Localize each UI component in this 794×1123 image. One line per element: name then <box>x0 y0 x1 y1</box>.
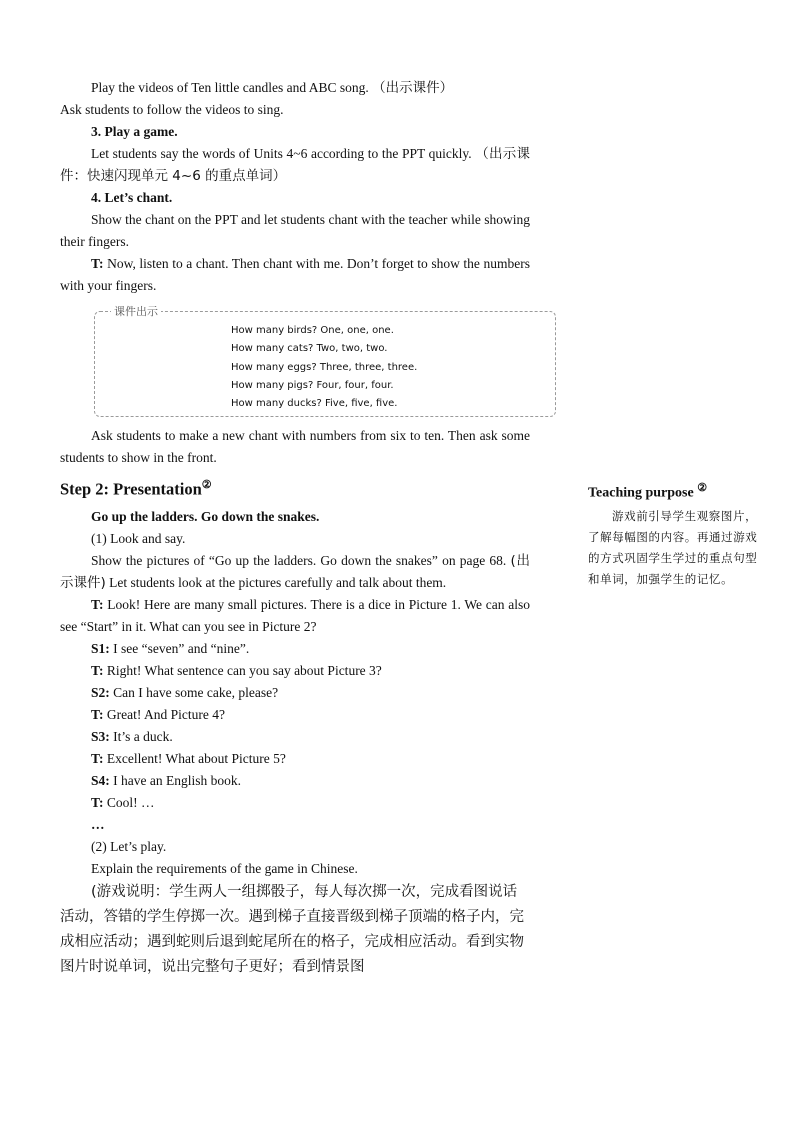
dialogue-line: S4: I have an English book. <box>91 772 241 788</box>
dialogue-line: T: Great! And Picture 4? <box>91 706 225 722</box>
step2-heading: Step 2: Presentation② <box>60 479 212 499</box>
game-rules-cn: (游戏说明：学生两人一组掷骰子，每人每次掷一次，完成看图说话活动，答错的学生停掷一次。遇到梯子直接晋级到梯子顶端的格子内，完成相应活动；遇到蛇则后退到蛇尾所在的格子，完成相应活动。看到实物图片时说单词，说出完整句子更好；看到情景图 <box>60 883 524 975</box>
chant-line: How many birds? One, one, one. <box>231 325 394 336</box>
teaching-purpose-text: 游戏前引导学生观察图片，了解每幅图的内容。再通过游戏的方式巩固学生学过的重点句型和单词，加强学生的记忆。 <box>588 508 758 586</box>
note-mark: ② <box>697 482 708 494</box>
note-mark: ② <box>201 479 212 491</box>
sing-instruction: Ask students to follow the videos to sing. <box>60 102 284 117</box>
teaching-purpose-title: Teaching purpose ② <box>588 482 708 501</box>
chant-line: How many ducks? Five, five, five. <box>231 398 398 410</box>
chant-instruction: Show the chant on the PPT and let students chant with the teacher while showing their fingers. <box>60 212 530 249</box>
courseware-box <box>94 305 556 417</box>
teacher-line: T: Now, listen to a chant. Then chant with me. Don’t forget to show the numbers with your fingers. <box>60 256 530 293</box>
chant-lines <box>231 322 417 413</box>
teaching-purpose-note <box>588 478 760 590</box>
new-chant-instruction: Ask students to make a new chant with numbers from six to ten. Then ask some students to show in the front. <box>60 428 530 465</box>
sub1-instruction: Show the pictures of “Go up the ladders. Go down the snakes” on page 68. (出示课件) Let students look at the pictures carefully and talk about them. <box>60 552 530 591</box>
video-instruction: Play the videos of Ten little candles and ABC song. （出示课件） <box>91 80 454 96</box>
sub2-instruction: Explain the requirements of the game in Chinese. <box>91 860 358 876</box>
courseware-label: 课件出示 <box>111 303 161 319</box>
game-instruction: Let students say the words of Units 4~6 according to the PPT quickly. （出示课件：快速闪现单元 4~6 的重点单词） <box>60 146 531 184</box>
dialogue-line: T: Excellent! What about Picture 5? <box>91 750 286 766</box>
dialogue-line: T: Look! Here are many small pictures. There is a dice in Picture 1. We can also see “Start” in it. What can you see in Picture 2? <box>60 596 530 634</box>
dialogue-line: S1: I see “seven” and “nine”. <box>91 640 250 656</box>
game-name: Go up the ladders. Go down the snakes. <box>91 508 320 524</box>
chant-line: How many pigs? Four, four, four. <box>231 379 394 391</box>
ellipsis: … <box>91 816 105 832</box>
lesson-plan-body <box>60 77 530 980</box>
dialogue-line: T: Right! What sentence can you say about Picture 3? <box>91 662 382 678</box>
sub2-title: (2) Let’s play. <box>91 838 167 854</box>
chant-title: 4. Let’s chant. <box>91 190 173 205</box>
dialogue-line: S2: Can I have some cake, please? <box>91 684 279 700</box>
dialogue-line: S3: It’s a duck. <box>91 728 173 744</box>
game-title: 3. Play a game. <box>91 124 178 139</box>
sub1-title: (1) Look and say. <box>91 530 186 546</box>
chant-line: How many cats? Two, two, two. <box>231 343 388 355</box>
chant-line: How many eggs? Three, three, three. <box>231 361 418 373</box>
dialogue-line: T: Cool! … <box>91 794 155 810</box>
